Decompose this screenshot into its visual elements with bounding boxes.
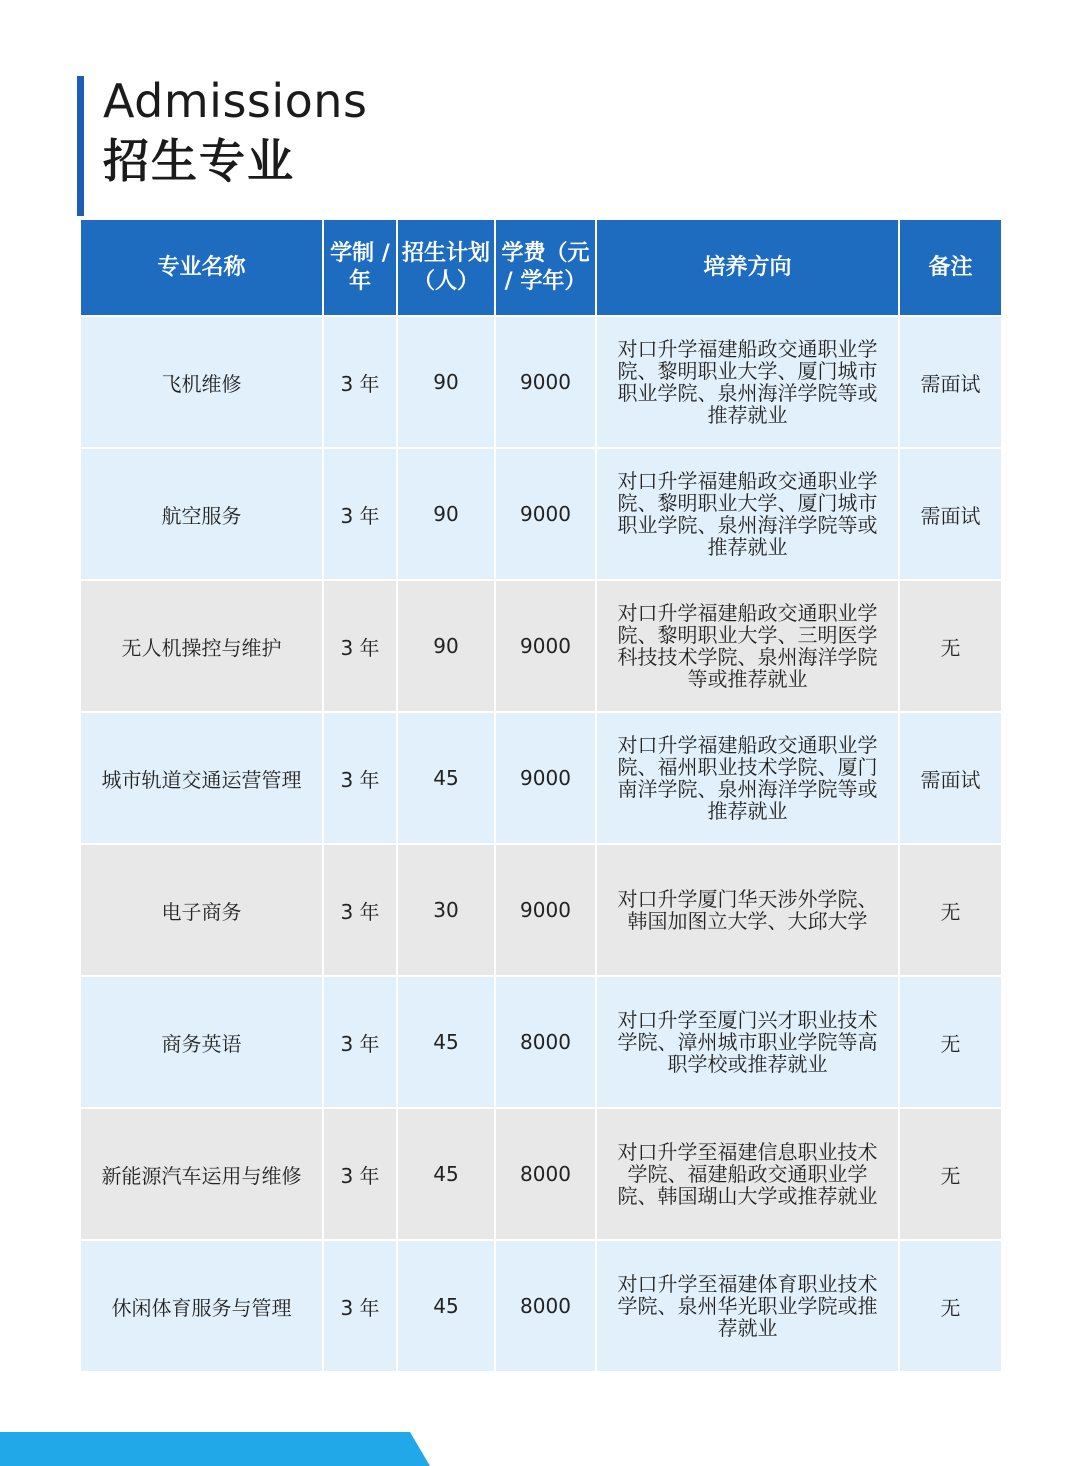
- enrollment-plan: 45: [397, 1240, 495, 1372]
- note: 无: [899, 1240, 1002, 1372]
- direction: 对口升学至福建体育职业技术学院、泉州华光职业学院或推荐就业: [596, 1240, 899, 1372]
- admissions-table: [79, 218, 1003, 1373]
- duration: 3 年: [323, 1108, 397, 1240]
- table-header-row: [80, 219, 1002, 316]
- table-row: [80, 316, 1002, 448]
- tuition: 9000: [495, 712, 596, 844]
- duration: 3 年: [323, 976, 397, 1108]
- tuition: 9000: [495, 844, 596, 976]
- decorative-bottom-band: [0, 1432, 430, 1466]
- major-name: 休闲体育服务与管理: [80, 1240, 323, 1372]
- title-accent-bar: [77, 76, 84, 216]
- direction: 对口升学福建船政交通职业学院、黎明职业大学、厦门城市职业学院、泉州海洋学院等或推荐就业: [596, 316, 899, 448]
- duration: 3 年: [323, 448, 397, 580]
- enrollment-plan: 45: [397, 1108, 495, 1240]
- table-row: [80, 1240, 1002, 1372]
- note: 需面试: [899, 448, 1002, 580]
- table-row: [80, 1108, 1002, 1240]
- duration: 3 年: [323, 844, 397, 976]
- duration: 3 年: [323, 712, 397, 844]
- direction: 对口升学福建船政交通职业学院、黎明职业大学、厦门城市职业学院、泉州海洋学院等或推荐就业: [596, 448, 899, 580]
- header-note: 备注: [899, 219, 1002, 316]
- enrollment-plan: 90: [397, 448, 495, 580]
- page-title-chinese: 招生专业: [103, 134, 295, 188]
- major-name: 新能源汽车运用与维修: [80, 1108, 323, 1240]
- tuition: 9000: [495, 448, 596, 580]
- major-name: 商务英语: [80, 976, 323, 1108]
- note: 无: [899, 844, 1002, 976]
- major-name: 电子商务: [80, 844, 323, 976]
- header-duration: 学制 / 年: [323, 219, 397, 316]
- tuition: 9000: [495, 316, 596, 448]
- note: 需面试: [899, 712, 1002, 844]
- table-row: [80, 712, 1002, 844]
- header-major-name: 专业名称: [80, 219, 323, 316]
- tuition: 8000: [495, 1240, 596, 1372]
- duration: 3 年: [323, 316, 397, 448]
- enrollment-plan: 45: [397, 712, 495, 844]
- note: 无: [899, 580, 1002, 712]
- major-name: 城市轨道交通运营管理: [80, 712, 323, 844]
- tuition: 8000: [495, 1108, 596, 1240]
- header-direction: 培养方向: [596, 219, 899, 316]
- note: 无: [899, 1108, 1002, 1240]
- major-name: 无人机操控与维护: [80, 580, 323, 712]
- direction: 对口升学至福建信息职业技术学院、福建船政交通职业学院、韩国瑚山大学或推荐就业: [596, 1108, 899, 1240]
- major-name: 飞机维修: [80, 316, 323, 448]
- header-enrollment-plan: 招生计划（人）: [397, 219, 495, 316]
- direction: 对口升学福建船政交通职业学院、福州职业技术学院、厦门南洋学院、泉州海洋学院等或推荐就业: [596, 712, 899, 844]
- table-row: [80, 844, 1002, 976]
- enrollment-plan: 45: [397, 976, 495, 1108]
- note: 无: [899, 976, 1002, 1108]
- enrollment-plan: 90: [397, 316, 495, 448]
- header-tuition: 学费（元 / 学年）: [495, 219, 596, 316]
- tuition: 8000: [495, 976, 596, 1108]
- table-row: [80, 580, 1002, 712]
- duration: 3 年: [323, 580, 397, 712]
- major-name: 航空服务: [80, 448, 323, 580]
- page-title-english: Admissions: [103, 74, 368, 128]
- table-row: [80, 448, 1002, 580]
- note: 需面试: [899, 316, 1002, 448]
- direction: 对口升学至厦门兴才职业技术学院、漳州城市职业学院等高职学校或推荐就业: [596, 976, 899, 1108]
- enrollment-plan: 90: [397, 580, 495, 712]
- direction: 对口升学厦门华天涉外学院、韩国加图立大学、大邱大学: [596, 844, 899, 976]
- direction: 对口升学福建船政交通职业学院、黎明职业大学、三明医学科技技术学院、泉州海洋学院等或推荐就业: [596, 580, 899, 712]
- tuition: 9000: [495, 580, 596, 712]
- table-row: [80, 976, 1002, 1108]
- enrollment-plan: 30: [397, 844, 495, 976]
- duration: 3 年: [323, 1240, 397, 1372]
